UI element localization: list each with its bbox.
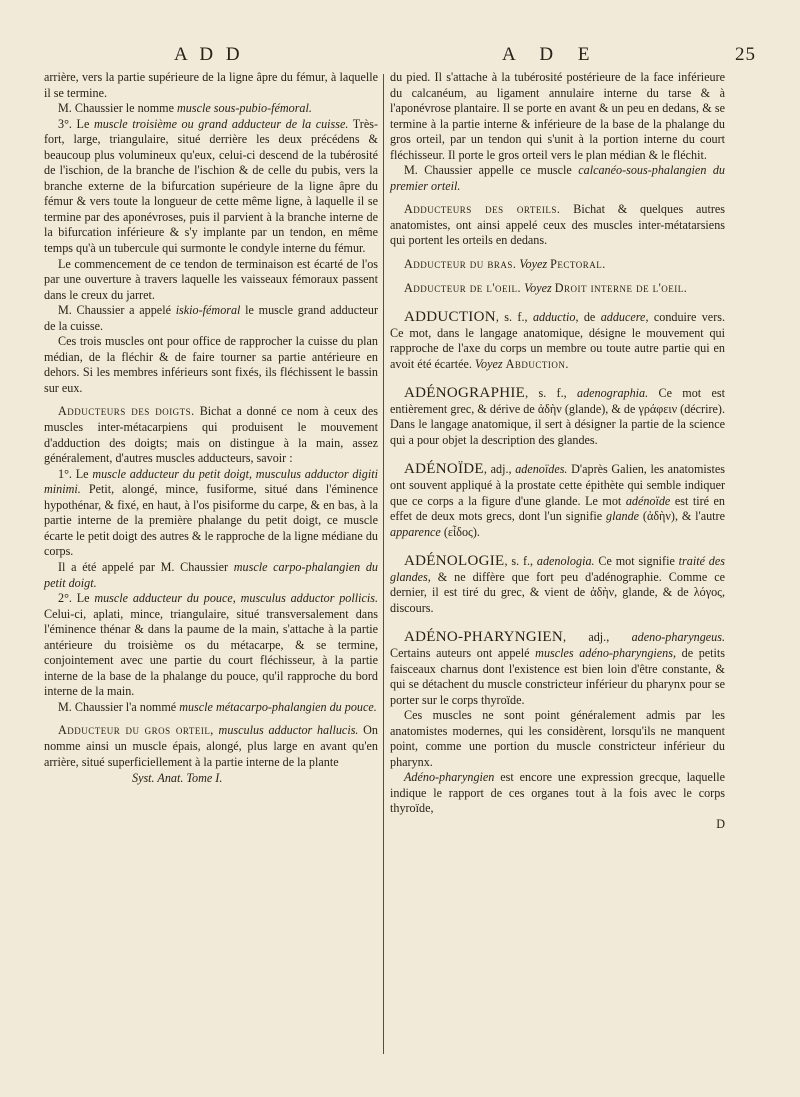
paragraph: 1°. Le muscle adducteur du petit doigt, musculus adductor digiti minimi. Petit, alongé, mince, fusiforme, situé dans l'éminence hypothénar, & fixé, en haut, à l'os pisiforme du carpe, & en bas, à la partie interne de la première phalange du petit doigt, ce muscle écarte le petit doigt des autres & le rapproche de la ligne médiane du corps. (44, 466, 378, 559)
paragraph: Il a été appelé par M. Chaussier muscle carpo-phalangien du petit doigt. (44, 559, 378, 590)
paragraph: 2°. Le muscle adducteur du pouce, musculus adductor pollicis. Celui-ci, aplati, mince, triangulaire, situé transversalement dans l'éminence thénar & dans la paume de la main, s'attache à la partie antérieure du troisième os du métacarpe, & se termine, conjointement avec une partie du court fléchisseur, à la partie interne de la base de la phalange du pouce, qu'il rapproche du bord interne de la main. (44, 591, 378, 699)
page-number: 25 (735, 44, 756, 65)
signature-line: Syst. Anat. Tome I. (132, 771, 223, 786)
paragraph: Ces muscles ne sont point généralement admis par les anatomistes modernes, qui les considèrent, lorsqu'ils ne manquent point, comme une portion du muscle constricteur inférieur du pharynx. (390, 708, 725, 769)
running-head-left: A D D (174, 44, 244, 65)
entry-adducteurs-doigts: Adducteurs des doigts. Bichat a donné ce nom à ceux des muscles inter-métacarpiens qui produisent le mouvement d'adduction des doigts; mais on distingue à la main, assez généralement, d'autres muscles adducteurs, savoir : (44, 404, 378, 466)
paragraph: M. Chaussier a appelé iskio-fémoral le muscle grand adducteur de la cuisse. (44, 303, 378, 333)
entry-adenoide: ADÉNOÏDE, adj., adenoïdes. D'après Galien, les anatomistes ont souvent appliqué à la prostate cette épithète qui semble indiquer que ce corps a la figure d'une glande. Le mot adénoïde est tiré en effet de deux mots grecs, dont l'un signifie glande (ἀδὴν), & l'autre apparence (εἶδος). (390, 461, 726, 539)
left-column (44, 70, 378, 787)
paragraph: M. Chaussier le nomme muscle sous-pubio-fémoral. (58, 101, 312, 116)
entry-adducteur-bras: Adducteur du bras. Voyez Pectoral. (404, 257, 606, 272)
entry-adenographie: ADÉNOGRAPHIE, s. f., adenographia. Ce mot est entièrement grec, & dérive de ἀδὴν (glande), & de γράφειν (décrire). Dans le langage anatomique, il sert à désigner la partie de la science qui a pour objet la description des glandes. (390, 385, 725, 447)
entry-adducteur-oeil: Adducteur de l'oeil. Voyez Droit interne de l'oeil. (404, 280, 688, 295)
paragraph: Le commencement de ce tendon de terminaison est écarté de l'os par une ouverture à travers laquelle les vaisseaux fémoraux passent dans le creux du jarret. (44, 256, 378, 302)
running-head-center: A D E (502, 44, 600, 65)
paragraph: 3°. Le muscle troisième ou grand adducteur de la cuisse. Très-fort, large, triangulaire, situé derrière les deux précédens & beaucoup plus volumineux qu'eux, celui-ci descend de la tubérosité de l'ischion, de la branche de l'ischion & de celle du pubis, vers la branche externe de la bifurcation supérieure de la ligne âpre du fémur & vers toute la longueur de cette même ligne, à laquelle il se termine par des aponévroses, puis il parvient à la branche interne de la bifurcation inférieure & s'y implante par un tendon, en même temps qu'à un tubercule qui surmonte le condyle interne du fémur. (44, 116, 378, 256)
entry-adduction: ADDUCTION, s. f., adductio, de adducere, conduire vers. Ce mot, dans le langage anatomique, désigne le mouvement qui rapproche de l'axe du corps un membre ou toute autre partie qui en avoit été écartée. Voyez Abduction. (390, 309, 726, 371)
entry-adducteur-gros-orteil: Adducteur du gros orteil, musculus adductor hallucis. On nomme ainsi un muscle épais, alongé, plus large en avant qu'en arrière, situé superficiellement à la partie interne de la plante (44, 723, 378, 769)
entry-adeno-pharyngien: ADÉNO-PHARYNGIEN, adj., adeno-pharyngeus. Certains auteurs ont appelé muscles adéno-pharyngiens, de petits faisceaux charnus dont l'existence est bien loin d'être constante, & qui se détachent du muscle constricteur inférieur du pharynx pour se porter sur le corps thyroïde. (390, 629, 725, 707)
paragraph: M. Chaussier appelle ce muscle calcanéo-sous-phalangien du premier orteil. (390, 163, 725, 193)
running-head (44, 36, 756, 66)
paragraph: Adéno-pharyngien est encore une expression grecque, laquelle indique le rapport de ces organes tout à la fois avec le corps thyroïde, (390, 770, 725, 816)
entry-adenologie: ADÉNOLOGIE, s. f., adenologia. Ce mot signifie traité des glandes, & ne diffère que fort peu d'adénographie. Comme ce dernier, il est tiré du grec, & vient de ἀδὴν, glande, & de λόγος, discours. (390, 553, 725, 615)
paragraph: arrière, vers la partie supérieure de la ligne âpre du fémur, à laquelle il se termine. (44, 70, 378, 100)
right-column (390, 70, 725, 833)
paragraph: du pied. Il s'attache à la tubérosité postérieure de la face inférieure du calcanéum, au ligament annulaire interne du tarse & à l'aponévrose plantaire. Il se porte en avant & un peu en dedans, & se termine à la partie interne & inférieure de la base de la phalange du gros orteil, par un tendon qui s'unit à la portion interne du court fléchisseur. Il porte le gros orteil vers le plan médian & le fléchit. (390, 70, 725, 162)
catchword: D (716, 816, 725, 831)
paragraph: M. Chaussier l'a nommé muscle métacarpo-phalangien du pouce. (58, 699, 377, 714)
column-rule (383, 74, 384, 1054)
entry-adducteurs-orteils: Adducteurs des orteils. Bichat & quelques autres anatomistes, ont ainsi appelé ceux des muscles inter-métatarsiens qui portent les orteils en dedans. (390, 202, 725, 248)
paragraph: Ces trois muscles ont pour office de rapprocher la cuisse du plan médian, de la fléchir & de faire tourner sa partie antérieure en dehors. Si les membres inférieurs sont fixés, ils fléchissent le bassin sur eux. (44, 334, 378, 395)
